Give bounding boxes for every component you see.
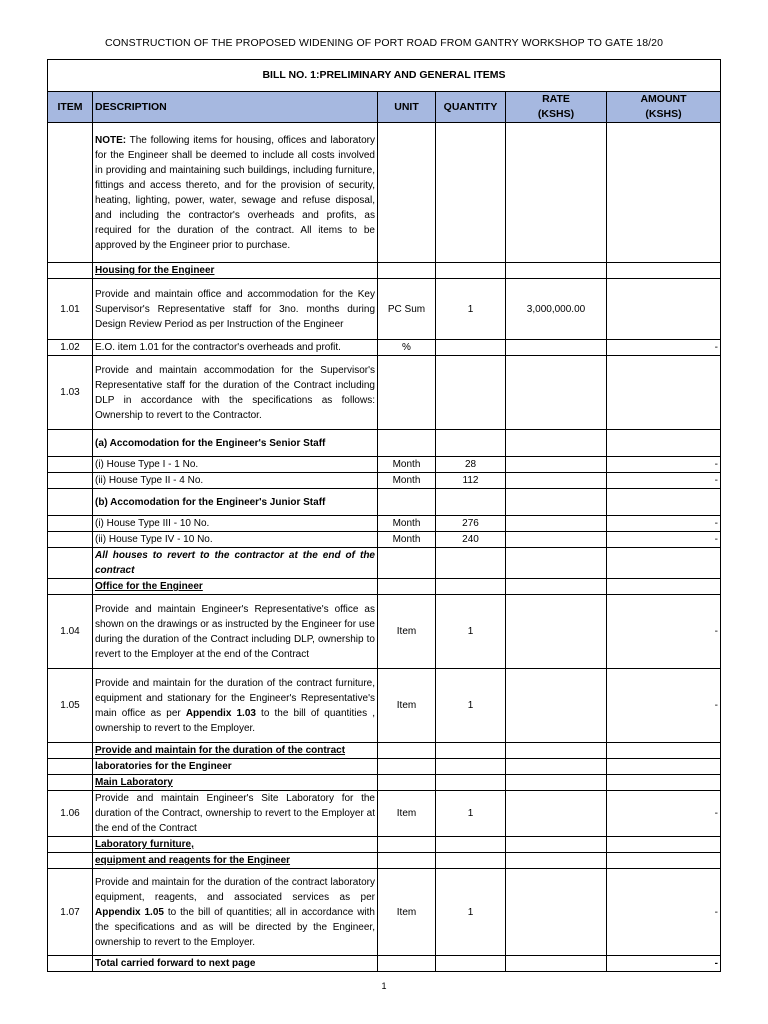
table-row [48,669,721,743]
item-description: Provide and maintain accommodation for the Supervisor's Representative staff for the duration of the Contract including DLP in accordance with the specifications as follows: Ownership to revert to the Contractor. [93,356,378,430]
note-body: The following items for housing, offices and laboratory for the Engineer shall be deemed to include all costs involved in providing and maintaining such buildings, including furniture, fittings and access thereto, and for the provision of security, heating, lighting, power, water, sewage and refuse disposal, and including the contractor's overheads and profits, as required for the duration of the contract. All items to be approved by the Engineer prior to purchase. [95,134,375,251]
table-row [48,743,721,759]
table-row [48,356,721,430]
amount-header-line1: AMOUNT [640,93,687,105]
item-number: 1.01 [48,279,93,340]
table-row [48,457,721,473]
item-description: (i) House Type I - 1 No. [93,457,378,473]
item-quantity: 240 [436,532,506,548]
item-description: Provide and maintain Engineer's Site Laboratory for the duration of the Contract, ownership to revert to the Employer at the end of the Contract [93,791,378,837]
bill-of-quantities-table [47,59,721,972]
desc-text: to the bill of quantities , ownership to revert to the Employer. [95,707,375,734]
amount-header-line2: (KSHS) [645,108,682,120]
bill-title-row [48,60,721,92]
junior-staff-heading: (b) Accomodation for the Engineer's Junior Staff [95,496,326,508]
revert-note: All houses to revert to the contractor at the end of the contract [93,548,378,579]
total-row [48,956,721,972]
lab-heading-cont: laboratories for the Engineer [93,759,378,775]
total-label: Total carried forward to next page [93,956,378,972]
item-description [93,669,378,743]
item-quantity: 1 [436,279,506,340]
table-row [48,759,721,775]
item-unit: Item [378,791,436,837]
col-amount-header [607,92,721,123]
item-amount: - [607,473,721,489]
item-amount: - [607,791,721,837]
table-row [48,279,721,340]
table-row [48,430,721,457]
desc-text: to the bill of quantities; all in accordance with the specifications and as will be directed by the Engineer, ownership to revert to the Employer. [95,906,375,948]
item-amount: - [607,595,721,669]
office-heading: Office for the Engineer [95,581,203,592]
table-row [48,263,721,279]
senior-staff-heading: (a) Accomodation for the Engineer's Senior Staff [95,437,326,449]
lab-heading: Provide and maintain for the duration of the contract [95,745,346,756]
item-unit: Item [378,669,436,743]
appendix-ref: Appendix 1.05 [95,906,164,918]
item-unit: Month [378,532,436,548]
item-amount: - [607,340,721,356]
table-row [48,548,721,579]
table-row [48,791,721,837]
col-item-header: ITEM [48,92,93,123]
item-description: (ii) House Type II - 4 No. [93,473,378,489]
item-quantity: 112 [436,473,506,489]
housing-heading: Housing for the Engineer [95,265,215,276]
bill-title: BILL NO. 1:PRELIMINARY AND GENERAL ITEMS [48,60,721,92]
item-amount: - [607,516,721,532]
item-description: (i) House Type III - 10 No. [93,516,378,532]
table-row [48,340,721,356]
item-description: E.O. item 1.01 for the contractor's overheads and profit. [93,340,378,356]
item-quantity: 1 [436,869,506,956]
item-number: 1.06 [48,791,93,837]
item-amount: - [607,869,721,956]
table-row [48,775,721,791]
item-amount: - [607,532,721,548]
item-rate [506,340,607,356]
item-rate: 3,000,000.00 [506,279,607,340]
item-description [93,869,378,956]
item-amount: - [607,457,721,473]
table-row [48,489,721,516]
item-description: (ii) House Type IV - 10 No. [93,532,378,548]
col-quantity-header: QUANTITY [436,92,506,123]
main-lab-heading: Main Laboratory [95,777,173,788]
item-unit: Month [378,473,436,489]
item-amount [607,279,721,340]
item-amount: - [607,669,721,743]
item-number: 1.05 [48,669,93,743]
item-number: 1.07 [48,869,93,956]
item-number: 1.04 [48,595,93,669]
page-header: CONSTRUCTION OF THE PROPOSED WIDENING OF PORT ROAD FROM GANTRY WORKSHOP TO GATE 18/20 [104,37,664,49]
table-row [48,532,721,548]
item-unit: Month [378,457,436,473]
note-row [48,123,721,263]
note-label: NOTE: [95,134,127,146]
item-unit: Month [378,516,436,532]
item-description: Provide and maintain office and accommodation for the Key Supervisor's Representative staff for 3no. months during Design Review Period as per Instruction of the Engineer [93,279,378,340]
lab-furniture-heading-cont: equipment and reagents for the Engineer [95,855,291,866]
table-row [48,595,721,669]
table-row [48,473,721,489]
table-row [48,516,721,532]
col-unit-header: UNIT [378,92,436,123]
item-quantity: 28 [436,457,506,473]
item-number: 1.02 [48,340,93,356]
item-quantity: 1 [436,595,506,669]
table-row [48,837,721,853]
item-unit: Item [378,869,436,956]
item-quantity: 1 [436,791,506,837]
table-row [48,869,721,956]
item-unit: Item [378,595,436,669]
total-amount: - [607,956,721,972]
item-number: 1.03 [48,356,93,430]
item-quantity: 1 [436,669,506,743]
item-unit: PC Sum [378,279,436,340]
rate-header-line1: RATE [542,93,570,105]
note-text [93,123,378,263]
col-rate-header [506,92,607,123]
appendix-ref: Appendix 1.03 [185,707,256,719]
page-number: 1 [381,981,387,991]
column-header-row [48,92,721,123]
table-row [48,579,721,595]
col-description-header: DESCRIPTION [93,92,378,123]
desc-text: Provide and maintain for the duration of the contract laboratory equipment, reagents, and associated services as per [95,876,375,903]
lab-furniture-heading: Laboratory furniture, [95,839,194,850]
rate-header-line2: (KSHS) [537,108,575,120]
item-quantity [436,340,506,356]
desc-text: Provide and maintain for the duration of the contract furniture, equipment and stationary for the Engineer's Representative's main office as per [95,677,375,719]
item-quantity: 276 [436,516,506,532]
item-unit: % [378,340,436,356]
table-row [48,853,721,869]
item-description: Provide and maintain Engineer's Representative's office as shown on the drawings or as instructed by the Engineer for use during the duration of the Contract including DLP, ownership to revert to the Employer at the end of the Contract [93,595,378,669]
